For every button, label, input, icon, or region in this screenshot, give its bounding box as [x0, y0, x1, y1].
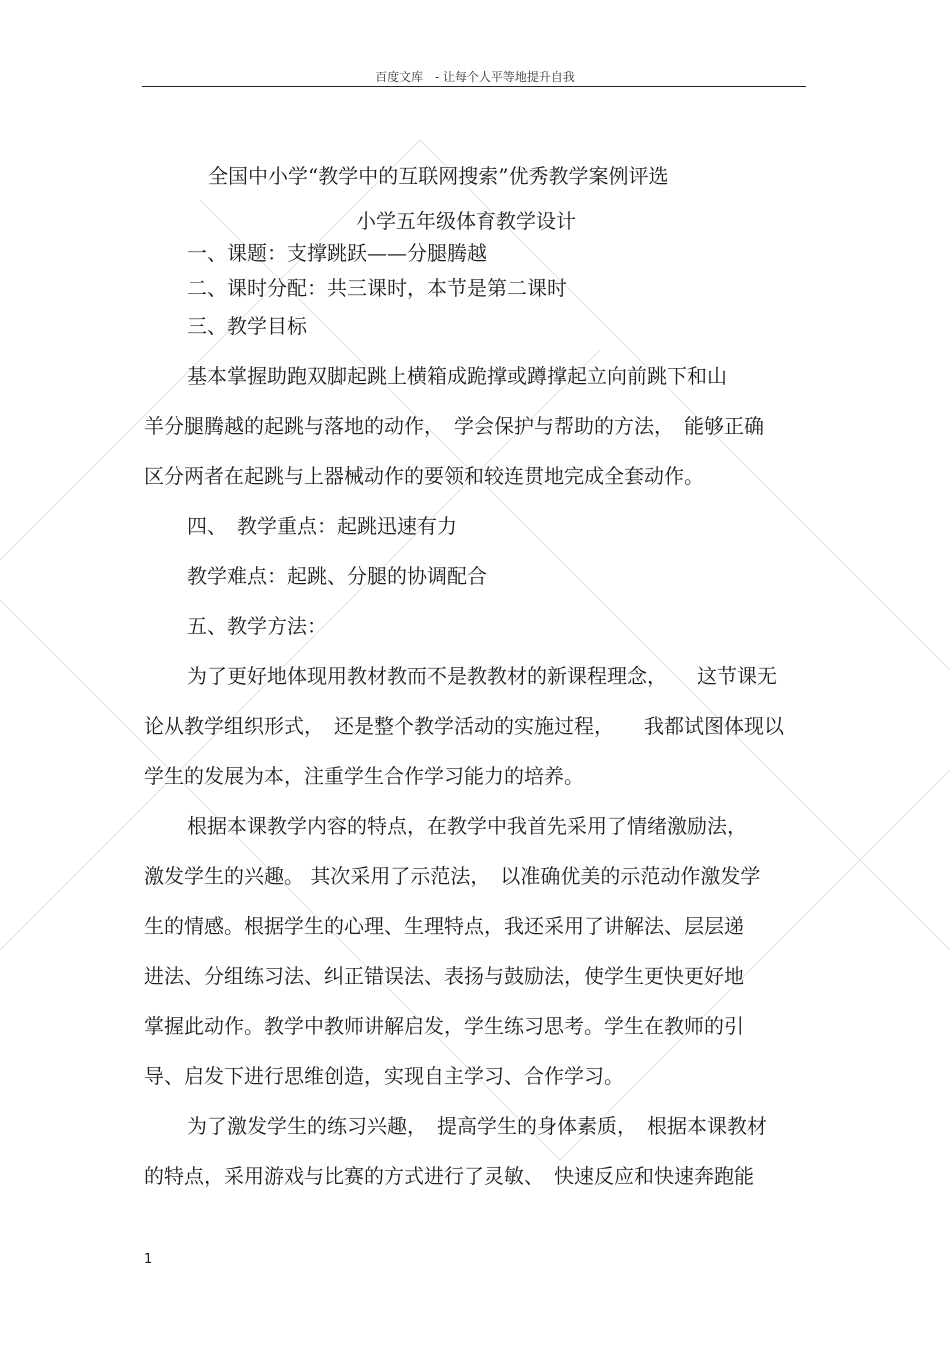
- text-line: 进法、分组练习法、纠正错误法、表扬与鼓励法，使学生更快更好地: [144, 964, 744, 988]
- text-line: 二、课时分配：共三课时，本节是第二课时: [187, 276, 567, 300]
- text-line: 论从教学组织形式， 还是整个教学活动的实施过程， 我都试图体现以: [144, 714, 784, 738]
- text-line: 根据本课教学内容的特点，在教学中我首先采用了情绪激励法，: [187, 814, 747, 838]
- document-subtitle: 小学五年级体育教学设计: [356, 209, 576, 233]
- text-line: 为了更好地体现用教材教而不是教教材的新课程理念， 这节课无: [187, 664, 777, 688]
- text-line: 四、 教学重点：起跳迅速有力: [187, 514, 457, 538]
- page-number: 1: [144, 1252, 153, 1267]
- page-header: 百度文库 - 让每个人平等地提升自我: [375, 70, 575, 84]
- text-line: 激发学生的兴趣。 其次采用了示范法， 以准确优美的示范动作激发学: [144, 864, 761, 888]
- text-line: 三、教学目标: [187, 314, 307, 338]
- text-line: 基本掌握助跑双脚起跳上横箱成跪撑或蹲撑起立向前跳下和山: [187, 364, 727, 388]
- text-line: 的特点，采用游戏与比赛的方式进行了灵敏、 快速反应和快速奔跑能: [144, 1164, 754, 1188]
- text-line: 区分两者在起跳与上器械动作的要领和较连贯地完成全套动作。: [144, 464, 704, 488]
- text-line: 学生的发展为本，注重学生合作学习能力的培养。: [144, 764, 584, 788]
- document-title: 全国中小学“教学中的互联网搜索”优秀教学案例评选: [208, 164, 669, 188]
- text-line: 导、启发下进行思维创造，实现自主学习、合作学习。: [144, 1064, 624, 1088]
- text-line: 教学难点：起跳、分腿的协调配合: [187, 564, 487, 588]
- text-line: 掌握此动作。教学中教师讲解启发，学生练习思考。学生在教师的引: [144, 1014, 744, 1038]
- text-line: 生的情感。根据学生的心理、生理特点，我还采用了讲解法、层层递: [144, 914, 744, 938]
- text-line: 一、课题：支撑跳跃——分腿腾越: [187, 241, 487, 265]
- text-line: 为了激发学生的练习兴趣， 提高学生的身体素质， 根据本课教材: [187, 1114, 767, 1138]
- text-line: 五、教学方法：: [187, 614, 327, 638]
- header-divider: [142, 86, 806, 87]
- text-line: 羊分腿腾越的起跳与落地的动作， 学会保护与帮助的方法， 能够正确: [144, 414, 764, 438]
